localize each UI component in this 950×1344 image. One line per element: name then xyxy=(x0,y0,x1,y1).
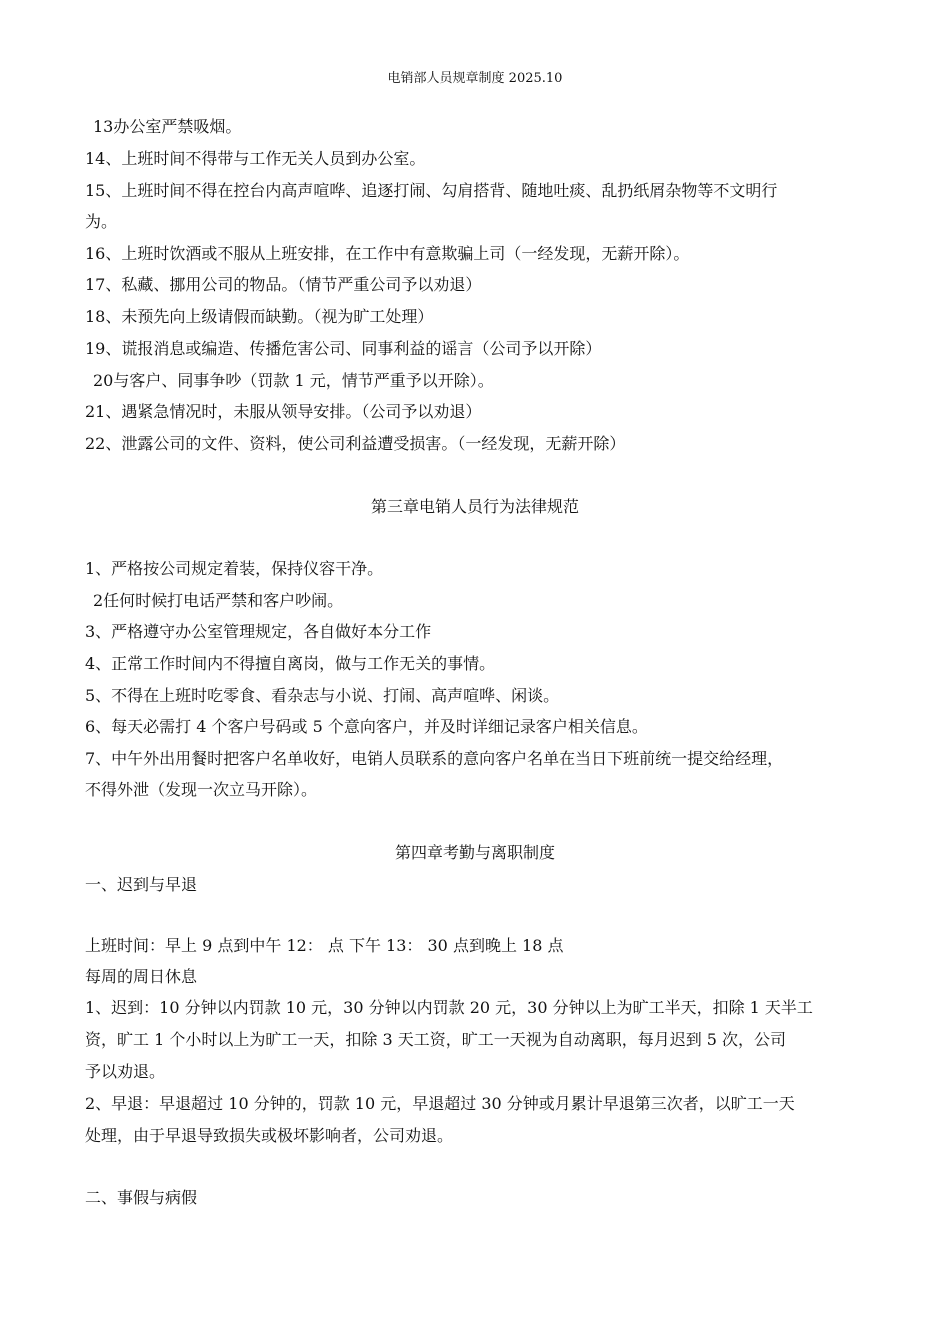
rule-item-13: 13办公室严禁吸烟。 xyxy=(93,117,242,136)
early-leave-rule-cont: 处理，由于早退导致损失或极坏影响者，公司劝退。 xyxy=(85,1126,454,1145)
late-rule: 1、迟到：10 分钟以内罚款 10 元，30 分钟以内罚款 20 元，30 分钟以上为旷工半天，扣除 1 天半工 xyxy=(85,998,813,1017)
section-late-early-heading: 一、迟到与早退 xyxy=(85,875,198,894)
conduct-item-4: 4、正常工作时间内不得擅自离岗，做与工作无关的事情。 xyxy=(85,654,496,673)
section-leave-heading: 二、事假与病假 xyxy=(85,1188,198,1207)
page-header: 电销部人员规章制度 2025.10 xyxy=(387,71,563,86)
chapter-3-heading: 第三章电销人员行为法律规范 xyxy=(370,497,579,516)
late-rule-cont-2: 予以劝退。 xyxy=(85,1062,166,1081)
rule-item-20: 20与客户、同事争吵（罚款 1 元，情节严重予以开除）。 xyxy=(93,371,494,390)
rule-item-21: 21、遇紧急情况时，未服从领导安排。（公司予以劝退） xyxy=(85,402,482,421)
conduct-item-1: 1、严格按公司规定着装，保持仪容干净。 xyxy=(85,559,384,578)
late-rule-cont-1: 资，旷工 1 个小时以上为旷工一天，扣除 3 天工资，旷工一天视为自动离职，每月迟到 5 次，公司 xyxy=(85,1030,787,1049)
weekly-rest: 每周的周日休息 xyxy=(85,967,198,986)
rule-item-14: 14、上班时间不得带与工作无关人员到办公室。 xyxy=(85,149,426,168)
work-hours: 上班时间：早上 9 点到中午 12： 点 下午 13： 30 点到晚上 18 点 xyxy=(85,936,564,955)
rule-item-15: 15、上班时间不得在控台内高声喧哗、追逐打闹、勾肩搭背、随地吐痰、乱扔纸屑杂物等不文明行 xyxy=(85,181,778,200)
rule-item-16: 16、上班时饮酒或不服从上班安排，在工作中有意欺骗上司（一经发现，无薪开除）。 xyxy=(85,244,690,263)
conduct-item-5: 5、不得在上班时吃零食、看杂志与小说、打闹、高声喧哗、闲谈。 xyxy=(85,686,560,705)
rule-item-19: 19、谎报消息或编造、传播危害公司、同事利益的谣言（公司予以开除） xyxy=(85,339,602,358)
rule-item-18: 18、未预先向上级请假而缺勤。（视为旷工处理） xyxy=(85,307,434,326)
chapter-4-heading: 第四章考勤与离职制度 xyxy=(394,843,555,862)
conduct-item-6: 6、每天必需打 4 个客户号码或 5 个意向客户，并及时详细记录客户相关信息。 xyxy=(85,717,648,736)
conduct-item-7-cont: 不得外泄（发现一次立马开除）。 xyxy=(85,780,318,799)
conduct-item-7: 7、中午外出用餐时把客户名单收好，电销人员联系的意向客户名单在当日下班前统一提交给经理， xyxy=(85,749,784,768)
conduct-item-2: 2任何时候打电话严禁和客户吵闹。 xyxy=(93,591,344,610)
rule-item-17: 17、私藏、挪用公司的物品。（情节严重公司予以劝退） xyxy=(85,275,482,294)
rule-item-15-cont: 为。 xyxy=(85,212,118,231)
rule-item-22: 22、泄露公司的文件、资料，使公司利益遭受损害。（一经发现，无薪开除） xyxy=(85,434,626,453)
early-leave-rule: 2、早退：早退超过 10 分钟的，罚款 10 元，早退超过 30 分钟或月累计早退第三次者，以旷工一天 xyxy=(85,1094,795,1113)
conduct-item-3: 3、严格遵守办公室管理规定，各自做好本分工作 xyxy=(85,622,432,641)
